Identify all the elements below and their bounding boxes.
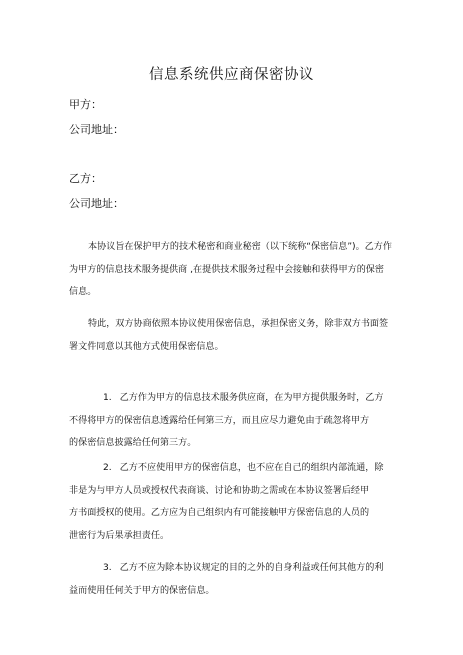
intro-line: 本协议旨在保护甲方的技术秘密和商业秘密（以下统称“保密信息”)。乙方作 — [88, 242, 392, 252]
party-b-label: 乙方： — [69, 172, 102, 185]
clause-number: 1. — [103, 393, 112, 403]
clause-line: 泄密行为后果承担责任。 — [69, 530, 170, 541]
clause-3 — [69, 557, 399, 602]
document-title: 信息系统供应商保密协议 — [149, 67, 314, 83]
clause-text: 乙方不应为除本协议规定的目的之外的自身利益或任何其他方的利 — [119, 563, 384, 573]
party-a-address-label: 公司地址： — [69, 123, 124, 136]
clause-line: 方书面授权的使用。乙方应为自己组织内有可能接触甲方保密信息的人员的 — [69, 508, 370, 518]
party-b-address-label: 公司地址： — [69, 197, 124, 210]
clause-line: 不得将甲方的保密信息透露给任何第三方，而且应尽力避免由于疏忽将甲方 — [69, 415, 370, 426]
clause-1 — [69, 387, 399, 455]
clause-number: 2. — [103, 463, 112, 473]
intro-line: 为甲方的信息技术服务提供商 ,在提供技术服务过程中会接触和获得甲方的保密 — [69, 264, 384, 275]
clause-number: 3. — [103, 563, 112, 573]
special-paragraph — [69, 313, 399, 358]
clause-2 — [69, 457, 399, 547]
party-a-label: 甲方： — [69, 98, 102, 111]
clause-line: 非是为与甲方人员或授权代表商谈、讨论和协助之需或在本协议签署后经甲 — [69, 485, 370, 496]
intro-line: 信息。 — [69, 287, 97, 297]
intro-paragraph — [69, 236, 399, 304]
special-line: 署文件同意以其他方式使用保密信息。 — [69, 341, 224, 352]
clause-line: 益而使用任何关于甲方的保密信息。 — [69, 585, 215, 596]
clause-line — [69, 457, 399, 480]
special-line: 特此，双方协商依照本协议使用保密信息，承担保密义务，除非双方书面签 — [88, 319, 389, 329]
clause-line: 的保密信息披露给任何第三方。 — [69, 438, 197, 448]
clause-line — [69, 387, 399, 410]
clause-text: 乙方不应使用甲方的保密信息，也不应在自己的组织内部流通，除 — [119, 463, 384, 473]
clause-line — [69, 557, 399, 580]
clause-text: 乙方作为甲方的信息技术服务供应商，在为甲方提供服务时，乙方 — [119, 393, 384, 403]
